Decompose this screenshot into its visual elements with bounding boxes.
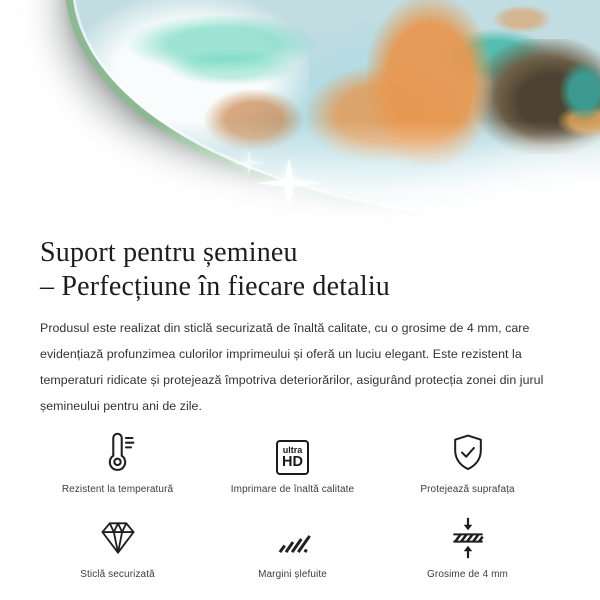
page-title	[40, 236, 570, 304]
feature-item-polished-edges	[205, 514, 380, 581]
feature-item-temperature	[30, 429, 205, 496]
feature-item-tempered-glass	[30, 514, 205, 581]
thermometer-icon	[95, 429, 140, 475]
thickness-compress-icon	[446, 514, 490, 560]
feature-item-thickness	[380, 514, 555, 581]
product-photo	[0, 0, 600, 232]
hero-bottom-fade	[0, 0, 600, 232]
ultra-hd-icon	[276, 429, 309, 475]
feature-label: Rezistent la temperatură	[61, 484, 174, 495]
polished-edges-icon	[272, 514, 314, 560]
feature-item-print-quality	[205, 429, 380, 496]
feature-label: Grosime de 4 mm	[427, 569, 508, 580]
ultra-hd-text-bottom: HD	[282, 454, 303, 470]
ultra-hd-badge	[276, 440, 309, 475]
feature-grid	[30, 429, 555, 581]
page-title-line2: – Perfecțiune în fiecare detaliu	[40, 271, 391, 302]
feature-item-protects-surface	[380, 429, 555, 496]
diamond-icon	[96, 514, 140, 560]
page-title-line1: Suport pentru șemineu	[40, 237, 298, 268]
feature-label: Sticlă securizată	[80, 569, 155, 580]
feature-label: Protejează suprafața	[420, 484, 515, 495]
feature-label: Imprimare de înaltă calitate	[230, 484, 355, 495]
shield-check-icon	[446, 429, 490, 475]
product-description: Produsul este realizat din sticlă securizată de înaltă calitate, cu o grosime de 4 mm, care evidențiază profunzimea culorilor imprimeului și oferă un luciu elegant. Este rezistent la temperaturi ridicate și protejează împotriva deteriorărilor, asigurând protecția zonei din jurul șemineului pentru ani de zile.	[40, 321, 544, 413]
ultra-hd-text-top: ultra	[282, 445, 303, 455]
feature-label: Margini șlefuite	[258, 569, 327, 580]
product-info-section	[0, 232, 600, 581]
